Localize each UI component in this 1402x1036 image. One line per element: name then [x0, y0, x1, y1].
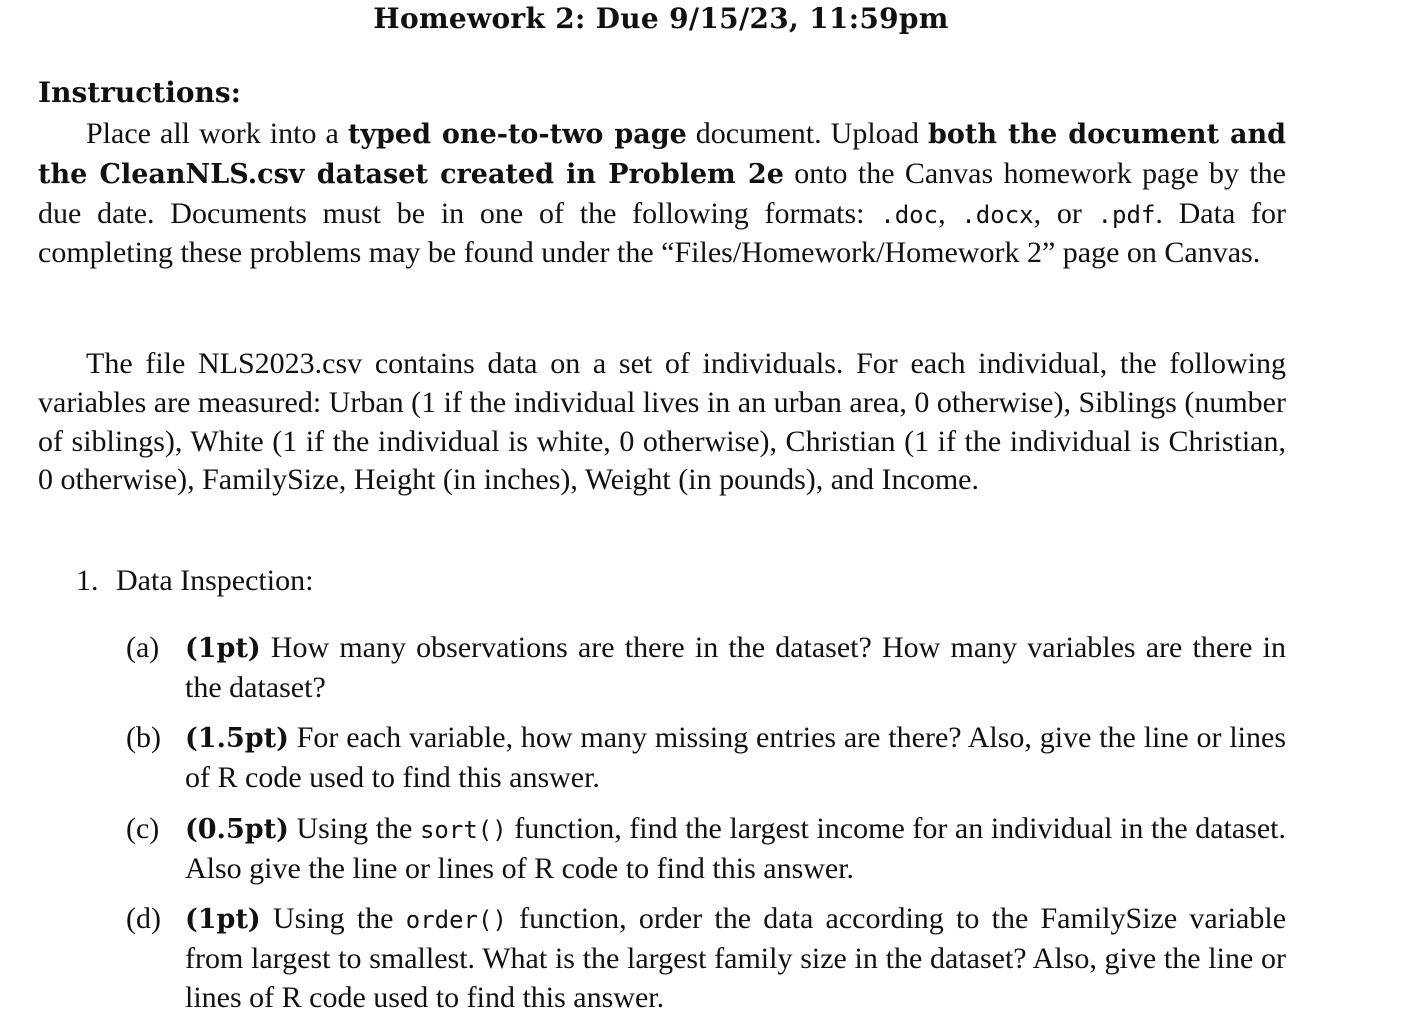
question-label: (a)	[126, 631, 160, 664]
format-pdf: .pdf	[1097, 200, 1156, 229]
question-text-post: function, find the largest income for an individual in the dataset. Also give the line or lines of R code to find this answer.	[185, 812, 1287, 885]
sort-function-code: sort()	[419, 816, 507, 844]
instructions-paragraph	[38, 115, 1286, 273]
question-text: How many observations are there in the dataset? How many variables are there in the dataset?	[185, 631, 1286, 704]
question-points: (0.5pt)	[185, 814, 289, 845]
question-points: (1pt)	[185, 904, 261, 935]
question-text-pre: Using the	[260, 902, 406, 935]
format-separator-2: , or	[1033, 196, 1098, 230]
order-function-code: order()	[405, 906, 507, 934]
question-points: (1pt)	[185, 633, 261, 664]
question-b	[126, 719, 1286, 798]
question-body	[185, 629, 1286, 708]
question-points: (1.5pt)	[185, 723, 289, 754]
question-label: (b)	[126, 721, 161, 754]
problem-number: 1.	[76, 564, 99, 597]
instructions-heading: Instructions:	[38, 76, 242, 109]
problem-1-header	[76, 564, 313, 598]
instructions-text-4: . Data for completing these problems may be found under the “Files/Homework/Homework 2” page on Canvas.	[38, 196, 1287, 270]
question-text-post: function, order the data according to the FamilySize variable from largest to smallest. What is the largest family size in the dataset? Also, give the line or lines of R code used to find this answer.	[185, 902, 1287, 1014]
question-body	[185, 719, 1286, 798]
instructions-text-1: Place all work into a	[86, 117, 348, 150]
question-body	[185, 810, 1286, 889]
instructions-text-2: document. Upload	[686, 117, 929, 150]
question-a	[126, 629, 1286, 708]
question-c	[126, 810, 1286, 889]
question-label: (c)	[126, 812, 160, 845]
instructions-text-3: onto the Canvas homework page by the due date. Documents must be in one of the following formats:	[38, 156, 1286, 230]
question-text: For each variable, how many missing entries are there? Also, give the line or lines of R code used to find this answer.	[185, 721, 1286, 794]
format-docx: .docx	[961, 200, 1034, 229]
page-title: Homework 2: Due 9/15/23, 11:59pm	[373, 2, 949, 35]
format-separator-1: ,	[938, 196, 962, 230]
instructions-bold-2: both the document and the CleanNLS.csv dataset created in Problem 2e	[38, 119, 1286, 190]
dataset-description: The file NLS2023.csv contains data on a set of individuals. For each individual, the following variables are measured: Urban (1 if the individual lives in an urban area, 0 otherwise), Siblings (number of siblings), White (1 if the individual is white, 0 otherwise), Christian (1 if the individual is Christian, 0 otherwise), FamilySize, Height (in inches), Weight (in pounds), and Income.	[38, 347, 1286, 497]
question-text-pre: Using the	[288, 812, 420, 845]
question-label: (d)	[126, 902, 161, 935]
format-doc: .doc	[880, 200, 939, 229]
question-d	[126, 900, 1286, 1017]
problem-title: Data Inspection:	[116, 564, 314, 597]
instructions-bold-1: typed one-to-two page	[347, 119, 687, 150]
question-body	[185, 900, 1286, 1017]
